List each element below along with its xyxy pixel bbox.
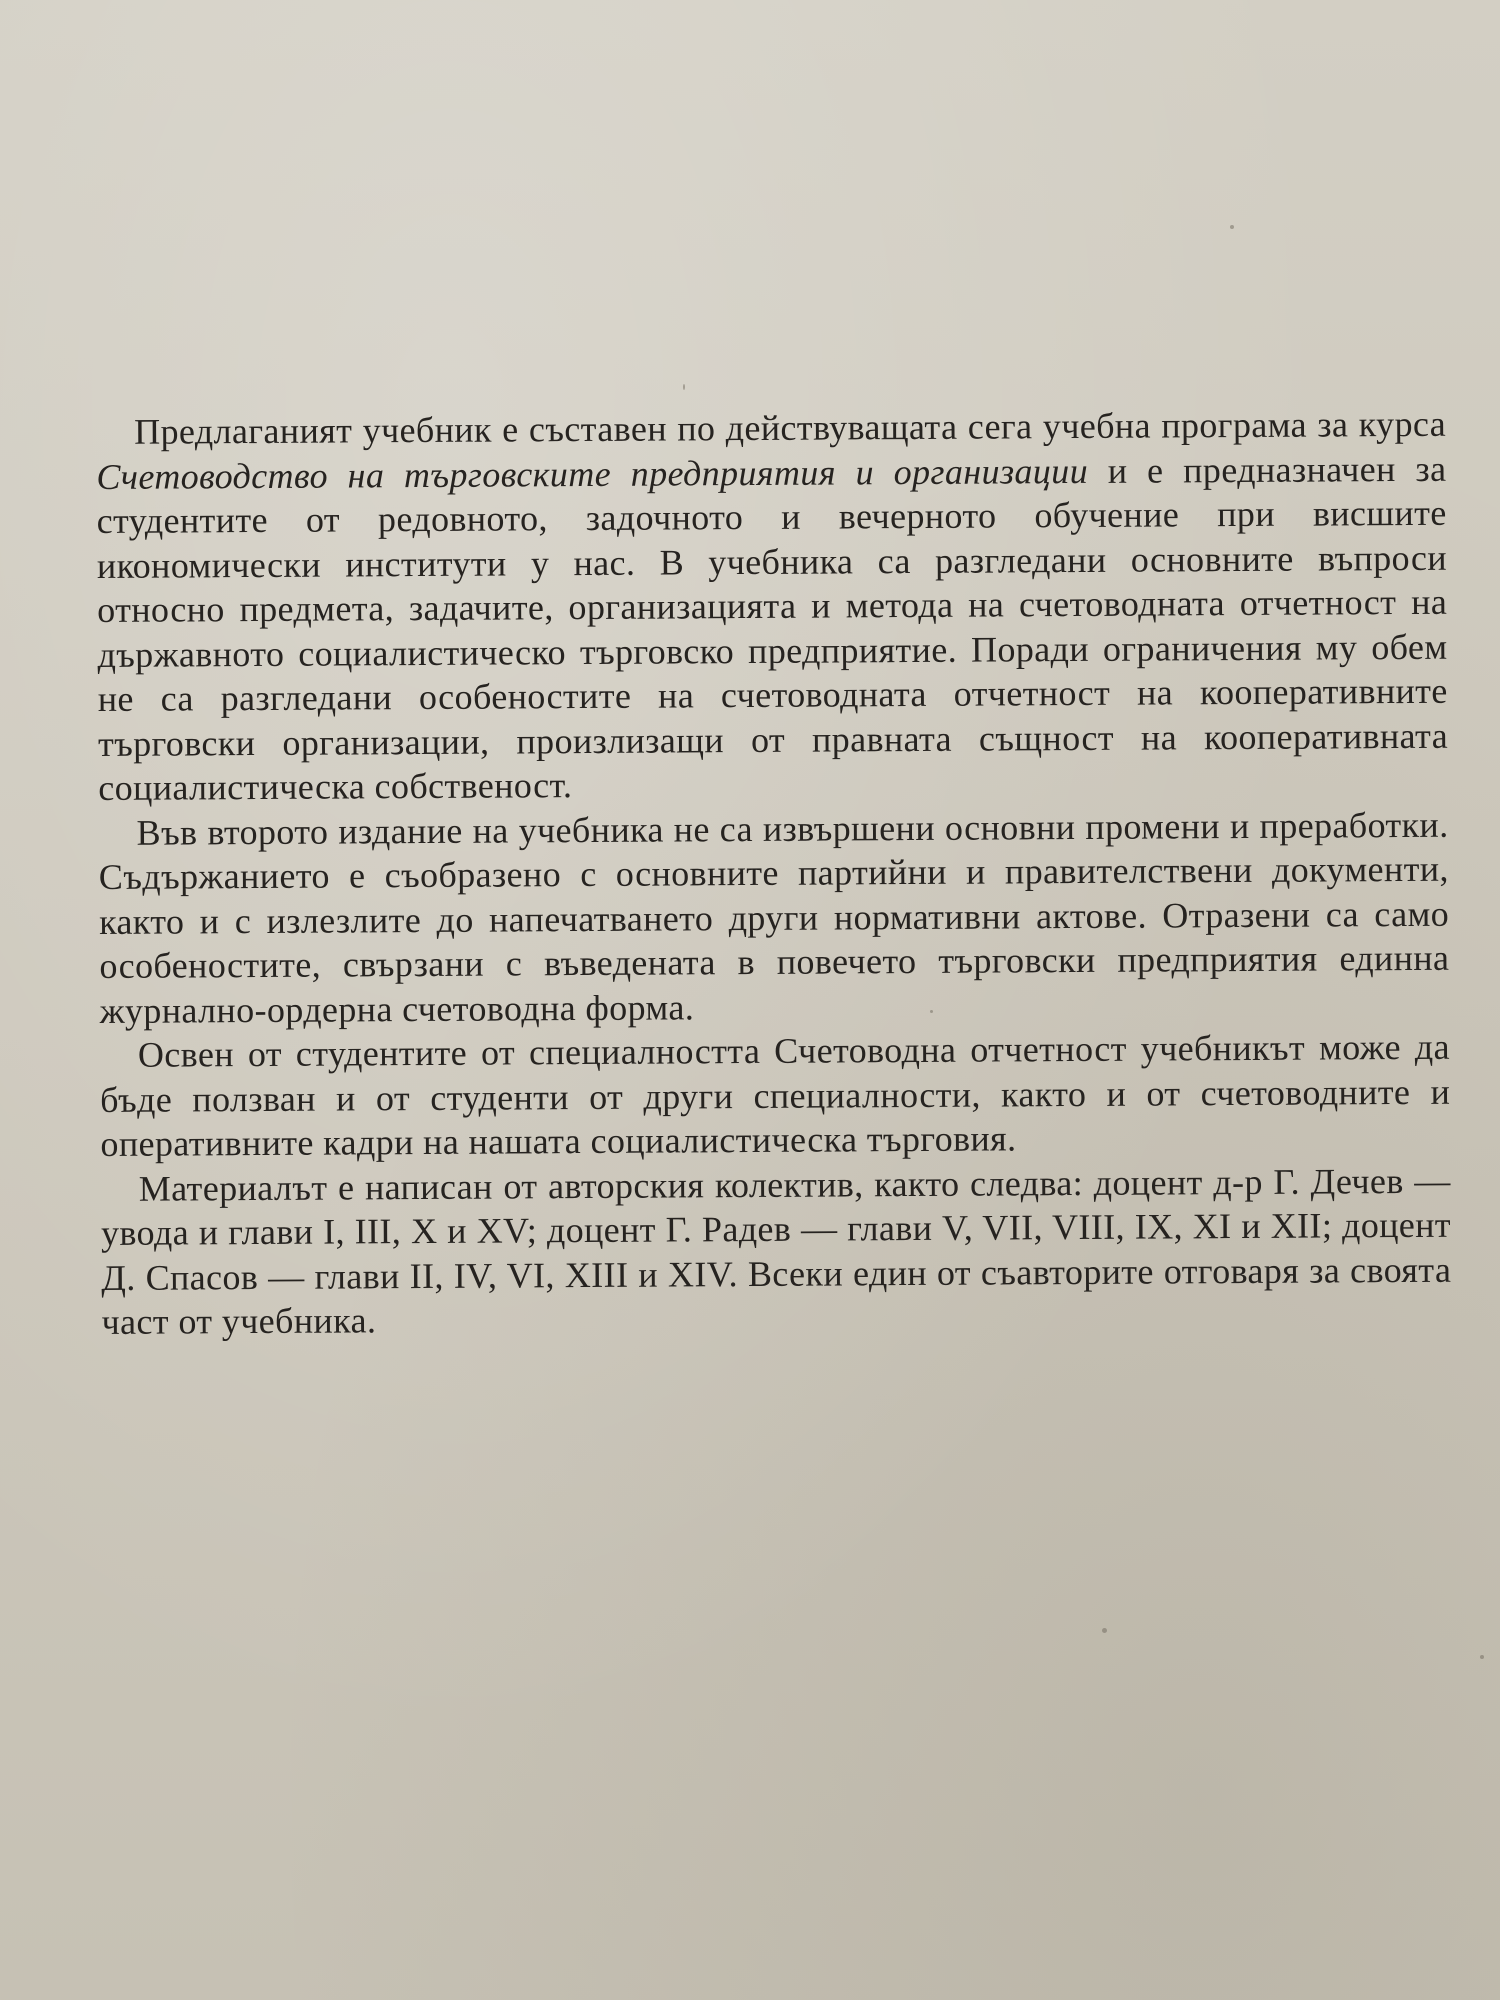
paragraph-1-end: и е предназначен за студентите от редовното, задочното и вечерното обучение при висшите икономически институти у нас. В учебника са разгледани основните въпроси относно предмета, задачите, организацията и метода на счетоводната отчетност на държавното социалистическо търговско предприятие. Поради ограничения му обем не са разгледани особеностите на счетоводната отчетност на кооперативните търговски организации, произлизащи от правната същност на кооперативната социалистическа собственост. [96, 448, 1449, 808]
paper-speck [1102, 1628, 1107, 1633]
paper-speck [683, 384, 685, 390]
course-title-italic: Счетоводство на търговските предприятия и организации [96, 450, 1089, 497]
paper-speck [1480, 1655, 1484, 1659]
paragraph-audience: Освен от студентите от специалността Счетоводна отчетност учебникът може да бъде ползван и от студенти от други специалности, както и от счетоводните и оперативните кадри на нашата социалистическа търговия. [100, 1026, 1451, 1164]
paper-speck [1230, 225, 1234, 229]
preface-text [96, 402, 1452, 1345]
paper-speck [930, 1010, 933, 1013]
paragraph-course-description [96, 402, 1448, 811]
paragraph-authors: Материалът е написан от авторския колектив, както следва: доцент д-р Г. Дечев — увода и глави I, III, X и XV; доцент Г. Радев — глави V, VII, VIII, IX, XI и XII; доцент Д. Спасов — глави II, IV, VI, XIII и XIV. Всеки един от съавторите отговаря за своята част от учебника. [100, 1160, 1452, 1342]
paragraph-second-edition: Във второто издание на учебника не са извършени основни промени и преработки. Съдържанието е съобразено с основните партийни и правителствени документи, както и с излезлите до напечатването други нормативни актове. Отразени са само особеностите, свързани с въведената в повечето търговски предприятия единна журнално-ордерна счетоводна форма. [98, 804, 1450, 1031]
paragraph-1-start: Предлаганият учебник е съставен по действуващата сега учебна програма за курса [134, 403, 1447, 452]
